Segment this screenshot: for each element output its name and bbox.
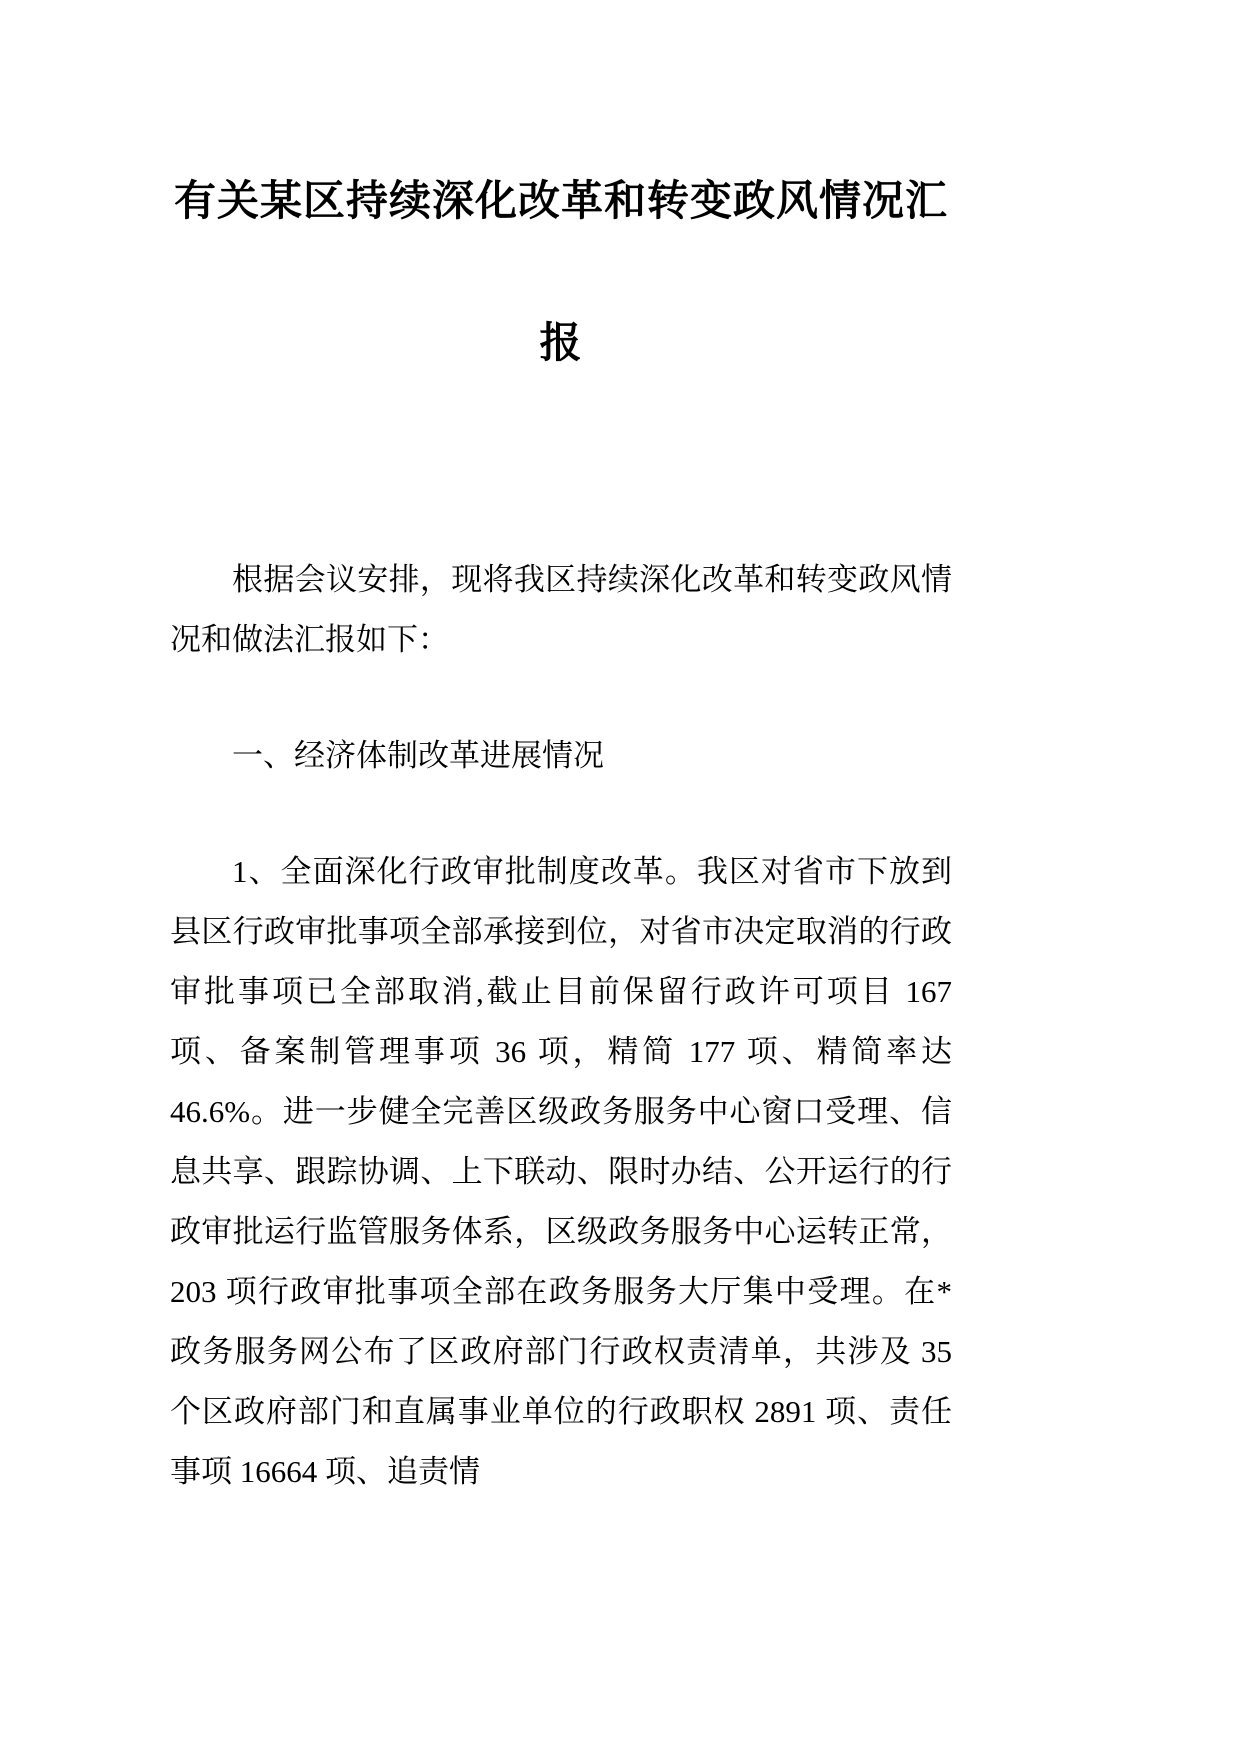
paragraph-administrative-approval-reform: 1、全面深化行政审批制度改革。我区对省市下放到县区行政审批事项全部承接到位，对省市决定取消的行政审批事项已全部取消,截止目前保留行政许可项目 167 项、备案制管理事项 36 项，精简 177 项、精简率达 46.6%。进一步健全完善区级政务服务中心窗口受理、信息共享、跟踪协调、上下联动、限时办结、公开运行的行政审批运行监管服务体系，区级政务服务中心运转正常，203 项行政审批事项全部在政务服务大厅集中受理。在*政务服务网公布了区政府部门行政权责清单，共涉及 35 个区政府部门和直属事业单位的行政职权 2891 项、责任事项 16664 项、追责情 bbox=[170, 854, 952, 1489]
document-title: 有关某区持续深化改革和转变政风情况汇报 bbox=[173, 177, 948, 366]
paragraph-intro: 根据会议安排，现将我区持续深化改革和转变政风情况和做法汇报如下： bbox=[170, 562, 952, 657]
section-heading-economic-reform: 一、经济体制改革进展情况 bbox=[232, 738, 604, 773]
